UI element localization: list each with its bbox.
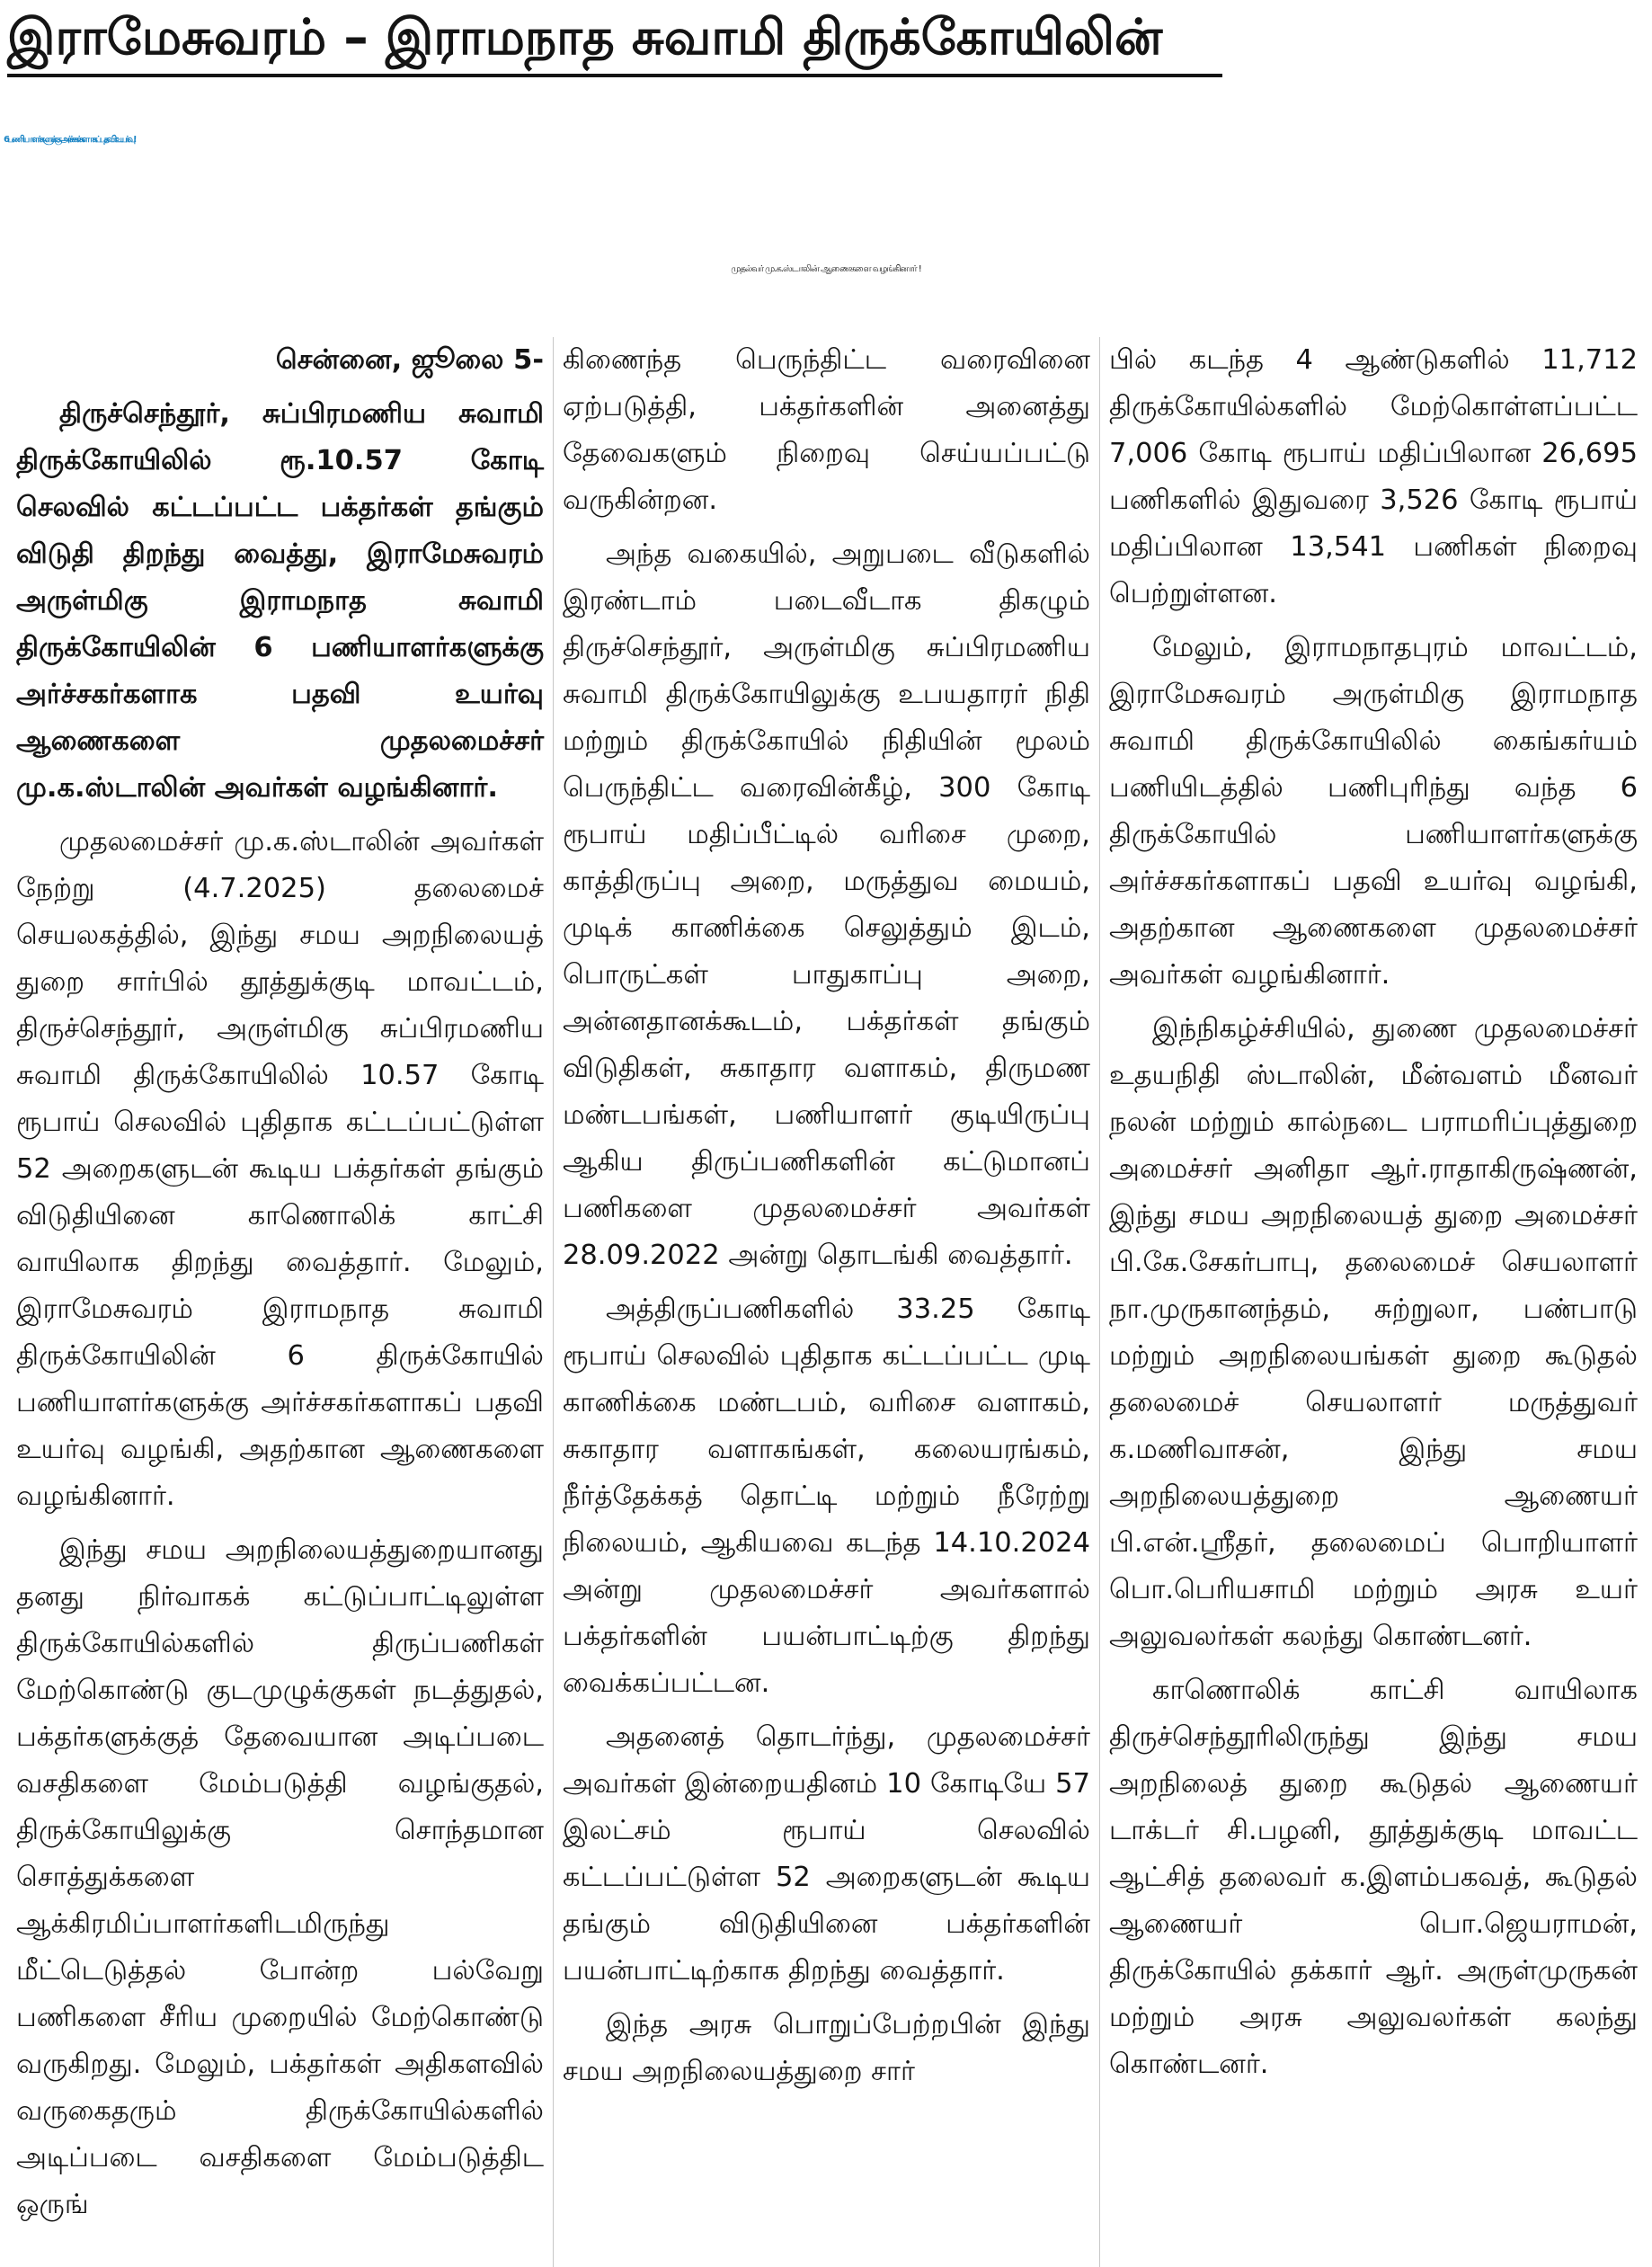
body-paragraph: பில் கடந்த 4 ஆண்டுகளில் 11,712 திருக்கோயில்களில் மேற்கொள்ளப்பட்ட 7,006 கோடி ரூபாய் மதிப்பிலான 26,695 பணிகளில் இதுவரை 3,526 கோடி ரூபாய் மதிப்பிலான 13,541 பணிகள் நிறைவு பெற்றுள்ளன. xyxy=(1109,344,1638,609)
column-2 xyxy=(554,337,1100,2267)
dateline: சென்னை, ஜூலை 5- xyxy=(275,344,544,376)
article-body xyxy=(7,337,1645,2267)
body-paragraph: இந்து சமய அறநிலையத்துறையானது தனது நிர்வாகக் கட்டுப்பாட்டிலுள்ள திருக்கோயில்களில் திருப்பணிகள் மேற்கொண்டு குடமுழுக்குகள் நடத்துதல், பக்தர்களுக்குத் தேவையான அடிப்படை வசதிகளை மேம்படுத்தி வழங்குதல், திருக்கோயிலுக்கு சொந்தமான சொத்துக்களை ஆக்கிரமிப்பாளர்களிடமிருந்து மீட்டெடுத்தல் போன்ற பல்வேறு பணிகளை சீரிய முறையில் மேற்கொண்டு வருகிறது. மேலும், பக்தர்கள் அதிகளவில் வருகைதரும் திருக்கோயில்களில் அடிப்படை வசதிகளை மேம்படுத்திட ஒருங் xyxy=(16,1534,544,2220)
body-paragraph: கிணைந்த பெருந்திட்ட வரைவினை ஏற்படுத்தி, பக்தர்களின் அனைத்து தேவைகளும் நிறைவு செய்யப்பட்டு வருகின்றன. xyxy=(563,344,1090,516)
headline: 6 பணியாளர்களுக்கு அர்ச்சகர்களாகப் பதவி உயர்வு! xyxy=(4,135,135,145)
body-paragraph: இந்த அரசு பொறுப்பேற்றபின் இந்து சமய அறநிலையத்துறை சார் xyxy=(563,2009,1090,2087)
body-paragraph: அத்திருப்பணிகளில் 33.25 கோடி ரூபாய் செலவில் புதிதாக கட்டப்பட்ட முடி காணிக்கை மண்டபம், வரிசை வளாகம், சுகாதார வளாகங்கள், கலையரங்கம், நீர்த்தேக்கத் தொட்டி மற்றும் நீரேற்று நிலையம், ஆகியவை கடந்த 14.10.2024 அன்று முதலமைச்சர் அவர்களால் பக்தர்களின் பயன்பாட்டிற்கு திறந்து வைக்கப்பட்டன. xyxy=(563,1294,1090,1699)
column-3 xyxy=(1100,337,1645,2267)
kicker-line: இராமேசுவரம் – இராமநாத சுவாமி திருக்கோயிலின் xyxy=(7,8,1163,66)
lead-paragraph: திருச்செந்தூர், சுப்பிரமணிய சுவாமி திருக்கோயிலில் ரூ.10.57 கோடி செலவில் கட்டப்பட்ட பக்தர்கள் தங்கும் விடுதி திறந்து வைத்து, இராமேசுவரம் அருள்மிகு இராமநாத சுவாமி திருக்கோயிலின் 6 பணியாளர்களுக்கு அர்ச்சகர்களாக பதவி உயர்வு ஆணைகளை முதலமைச்சர் மு.க.ஸ்டாலின் அவர்கள் வழங்கினார். xyxy=(16,398,544,804)
body-paragraph: காணொலிக் காட்சி வாயிலாக திருச்செந்தூரிலிருந்து இந்து சமய அறநிலைத் துறை கூடுதல் ஆணையர் டாக்டர் சி.பழனி, தூத்துக்குடி மாவட்ட ஆட்சித் தலைவர் க.இளம்பகவத், கூடுதல் ஆணையர் பொ.ஜெயராமன், திருக்கோயில் தக்கார் ஆர். அருள்முருகன் மற்றும் அரசு அலுவலர்கள் கலந்து கொண்டனர். xyxy=(1109,1675,1638,2080)
body-paragraph: அந்த வகையில், அறுபடை வீடுகளில் இரண்டாம் படைவீடாக திகழும் திருச்செந்தூர், அருள்மிகு சுப்பிரமணிய சுவாமி திருக்கோயிலுக்கு உபயதாரர் நிதி மற்றும் திருக்கோயில் நிதியின் மூலம் பெருந்திட்ட வரைவின்கீழ், 300 கோடி ரூபாய் மதிப்பீட்டில் வரிசை முறை, காத்திருப்பு அறை, மருத்துவ மையம், முடிக் காணிக்கை செலுத்தும் இடம், பொருட்கள் பாதுகாப்பு அறை, அன்னதானக்கூடம், பக்தர்கள் தங்கும் விடுதிகள், சுகாதார வளாகம், திருமண மண்டபங்கள், பணியாளர் குடியிருப்பு ஆகிய திருப்பணிகளின் கட்டுமானப் பணிகளை முதலமைச்சர் அவர்கள் 28.09.2022 அன்று தொடங்கி வைத்தார். xyxy=(563,538,1090,1271)
body-paragraph: அதனைத் தொடர்ந்து, முதலமைச்சர் அவர்கள் இன்றையதினம் 10 கோடியே 57 இலட்சம் ரூபாய் செலவில் கட்டப்பட்டுள்ள 52 அறைகளுடன் கூடிய தங்கும் விடுதியினை பக்தர்களின் பயன்பாட்டிற்காக திறந்து வைத்தார். xyxy=(563,1721,1090,1987)
column-1 xyxy=(7,337,554,2267)
body-paragraph: மேலும், இராமநாதபுரம் மாவட்டம், இராமேசுவரம் அருள்மிகு இராமநாத சுவாமி திருக்கோயிலில் கைங்கர்யம் பணியிடத்தில் பணிபுரிந்து வந்த 6 திருக்கோயில் பணியாளர்களுக்கு அர்ச்சகர்களாகப் பதவி உயர்வு வழங்கி, அதற்கான ஆணைகளை முதலமைச்சர் அவர்கள் வழங்கினார். xyxy=(1109,632,1638,991)
body-paragraph: இந்நிகழ்ச்சியில், துணை முதலமைச்சர் உதயநிதி ஸ்டாலின், மீன்வளம் மீனவர் நலன் மற்றும் கால்நடை பராமரிப்புத்துறை அமைச்சர் அனிதா ஆர்.ராதாகிருஷ்ணன், இந்து சமய அறநிலையத் துறை அமைச்சர் பி.கே.சேகர்பாபு, தலைமைச் செயலாளர் நா.முருகானந்தம், சுற்றுலா, பண்பாடு மற்றும் அறநிலையங்கள் துறை கூடுதல் தலைமைச் செயலாளர் மருத்துவர் க.மணிவாசன், இந்து சமய அறநிலையத்துறை ஆணையர் பி.என்.ஸ்ரீதர், தலைமைப் பொறியாளர் பொ.பெரியசாமி மற்றும் அரசு உயர் அலுவலர்கள் கலந்து கொண்டனர். xyxy=(1109,1013,1638,1652)
deck-subheadline: முதல்வர் மு.க.ஸ்டாலின் ஆணைகளை வழங்கினார் ! xyxy=(731,264,921,274)
body-paragraph: முதலமைச்சர் மு.க.ஸ்டாலின் அவர்கள் நேற்று (4.7.2025) தலைமைச் செயலகத்தில், இந்து சமய அறநிலையத் துறை சார்பில் தூத்துக்குடி மாவட்டம், திருச்செந்தூர், அருள்மிகு சுப்பிரமணிய சுவாமி திருக்கோயிலில் 10.57 கோடி ரூபாய் செலவில் புதிதாக கட்டப்பட்டுள்ள 52 அறைகளுடன் கூடிய பக்தர்கள் தங்கும் விடுதியினை காணொலிக் காட்சி வாயிலாக திறந்து வைத்தார். மேலும், இராமேசுவரம் இராமநாத சுவாமி திருக்கோயிலின் 6 திருக்கோயில் பணியாளர்களுக்கு அர்ச்சகர்களாகப் பதவி உயர்வு வழங்கி, அதற்கான ஆணைகளை வழங்கினார். xyxy=(16,826,544,1512)
kicker-underline xyxy=(7,74,1222,77)
